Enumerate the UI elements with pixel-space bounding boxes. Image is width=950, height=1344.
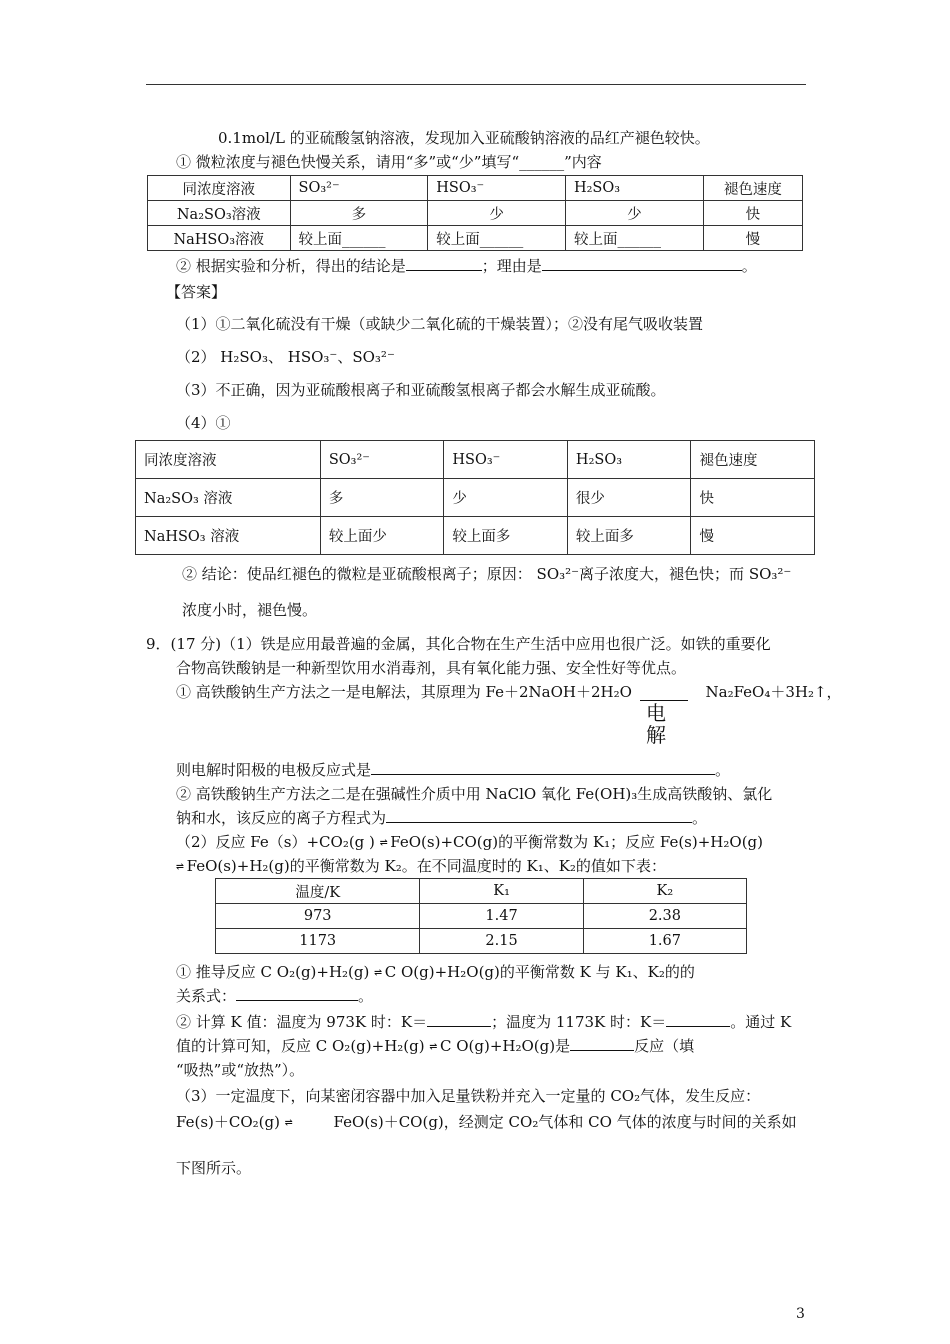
table-cell: 多 [290, 201, 428, 226]
table-cell: 1173 [216, 929, 420, 954]
table-cell: 少 [444, 479, 568, 517]
table-cell: 很少 [567, 479, 691, 517]
question-text: ② 计算 K 值：温度为 973K 时：K＝ [176, 1013, 428, 1031]
q9-line-13: “吸热”或“放热”）。 [176, 1061, 305, 1079]
electrolysis-label: 电 [646, 701, 666, 725]
table-row [216, 904, 747, 929]
table-row [148, 226, 803, 251]
table-header: HSO₃⁻ [444, 441, 568, 479]
table-cell: NaHSO₃ 溶液 [136, 517, 321, 555]
q9-line-1: 9．(17 分)（1）铁是应用最普遍的金属，其化合物在生产生活中应用也很广泛。如铁的重要化 [146, 635, 771, 653]
question-conclusion-line [176, 256, 757, 276]
table-cell: Na₂SO₃溶液 [148, 201, 291, 226]
q9-line-11 [176, 1012, 791, 1032]
answer-3: （3）不正确，因为亚硫酸根离子和亚硫酸氢根离子都会水解生成亚硫酸。 [176, 381, 666, 399]
q9-line-15 [176, 1112, 797, 1133]
table-header: H₂SO₃ [565, 176, 703, 201]
question-text: 反应（填 [634, 1037, 695, 1055]
answer-1: （1）①二氧化硫没有干燥（或缺少二氧化硫的干燥装置）；②没有尾气吸收装置 [176, 315, 704, 333]
q9-line-9 [176, 962, 695, 983]
q9-line-10 [176, 986, 373, 1006]
conclusion-line-2: 浓度小时，褪色慢。 [182, 601, 318, 619]
q9-line-14: （3）一定温度下，向某密闭容器中加入足量铁粉并充入一定量的 CO₂气体，发生反应： [176, 1087, 761, 1105]
equilibrium-arrow-icon: ⇌ [176, 859, 182, 874]
q9-line-7 [176, 832, 763, 853]
question-text: ① 推导反应 C O₂(g)+H₂(g) [176, 963, 370, 981]
question-text: C O(g)+H₂O(g)是 [440, 1037, 571, 1055]
q9-line-16: 下图所示。 [176, 1159, 252, 1177]
question-text: 。 [741, 257, 757, 275]
question-text: ② 根据实验和分析，得出的结论是 [176, 257, 406, 275]
question-text: FeO(s)+CO(g)的平衡常数为 K₁；反应 Fe(s)+H₂O(g) [390, 833, 763, 851]
table-row [148, 201, 803, 226]
question-text: 关系式： [176, 987, 237, 1005]
table-cell: 较上面______ [290, 226, 428, 251]
answer-blank[interactable] [666, 1012, 730, 1027]
question-text: C O(g)+H₂O(g)的平衡常数 K 与 K₁、K₂的的 [384, 963, 695, 981]
question-text: FeO(s)+H₂(g)的平衡常数为 K₂。在不同温度时的 K₁、K₂的值如下表： [186, 857, 666, 875]
conclusion-line-1: ② 结论：使品红褪色的微粒是亚硫酸根离子；原因： SO₃²⁻离子浓度大，褪色快；而 SO₃²⁻ [182, 565, 792, 583]
answer-blank[interactable] [386, 808, 692, 823]
q9-line-4 [176, 760, 730, 780]
equilibrium-arrow-icon: ⇌ [429, 1039, 436, 1054]
equation-right: Na₂FeO₄＋3H₂↑， [705, 683, 842, 701]
equilibrium-arrow-icon: ⇌ [284, 1115, 291, 1130]
table-header: SO₃²⁻ [320, 441, 444, 479]
q9-line-12 [176, 1036, 694, 1057]
table-header: 同浓度溶液 [148, 176, 291, 201]
table-row [136, 479, 815, 517]
table-cell: 快 [703, 201, 802, 226]
q9-line-2: 合物高铁酸钠是一种新型饮用水消毒剂，具有氧化能力强、安全性好等优点。 [176, 659, 687, 677]
q9-line-3 [176, 682, 842, 702]
table-cell: NaHSO₃溶液 [148, 226, 291, 251]
table-cell: 较上面______ [428, 226, 566, 251]
question-text: 钠和水，该反应的离子方程式为 [176, 809, 387, 827]
question-text: ；理由是 [481, 257, 542, 275]
answer-table [135, 440, 815, 555]
table-header: HSO₃⁻ [428, 176, 566, 201]
table-cell: Na₂SO₃ 溶液 [136, 479, 321, 517]
intro-line-1: 0.1mol/L 的亚硫酸氢钠溶液，发现加入亚硫酸钠溶液的品红产褪色较快。 [218, 129, 710, 147]
equilibrium-arrow-icon: ⇌ [374, 965, 380, 980]
table-header: K₁ [420, 879, 583, 904]
table-header-row [216, 879, 747, 904]
answer-blank[interactable] [371, 760, 715, 775]
equilibrium-constant-table [215, 878, 747, 954]
header-rule [146, 84, 806, 85]
table-cell: 多 [320, 479, 444, 517]
question-text: 。 [358, 987, 374, 1005]
q9-line-8 [176, 856, 666, 877]
equilibrium-arrow-icon: ⇌ [379, 835, 386, 850]
table-cell: 较上面多 [567, 517, 691, 555]
table-cell: 慢 [691, 517, 815, 555]
answer-heading: 【答案】 [166, 283, 227, 301]
table-cell: 较上面多 [444, 517, 568, 555]
table-header: H₂SO₃ [567, 441, 691, 479]
answer-blank[interactable] [542, 256, 742, 271]
answer-blank[interactable] [427, 1012, 491, 1027]
question-text: ；温度为 1173K 时：K＝ [491, 1013, 667, 1031]
question-text: Fe(s)＋CO₂(g) [176, 1113, 280, 1131]
answer-blank[interactable] [406, 256, 482, 271]
table-cell: 1.67 [583, 929, 746, 954]
electrolysis-label: 解 [646, 723, 666, 747]
table-cell: 快 [691, 479, 815, 517]
question-text: 。 [692, 809, 708, 827]
equation-left: ① 高铁酸钠生产方法之一是电解法，其原理为 Fe＋2NaOH＋2H₂O [176, 683, 632, 701]
table-header-row [148, 176, 803, 201]
table-header: 同浓度溶液 [136, 441, 321, 479]
intro-line-2: ① 微粒浓度与褪色快慢关系，请用“多”或“少”填写“______”内容 [176, 153, 602, 171]
table-cell: 较上面少 [320, 517, 444, 555]
page-number: 3 [796, 1306, 805, 1322]
table-cell: 973 [216, 904, 420, 929]
table-header-row [136, 441, 815, 479]
answer-4: （4）① [176, 414, 231, 432]
table-cell: 少 [428, 201, 566, 226]
question-text: FeO(s)＋CO(g)，经测定 CO₂气体和 CO 气体的浓度与时间的关系如 [333, 1113, 797, 1131]
table-header: 褪色速度 [703, 176, 802, 201]
table-row [216, 929, 747, 954]
answer-2: （2） H₂SO₃、 HSO₃⁻、SO₃²⁻ [176, 348, 395, 366]
table-header: 温度/K [216, 879, 420, 904]
table-row [136, 517, 815, 555]
answer-blank[interactable] [236, 986, 358, 1001]
question-text: 。通过 K [730, 1013, 792, 1031]
table-cell: 2.15 [420, 929, 583, 954]
question-text: （2）反应 Fe（s）+CO₂(g ) [176, 833, 375, 851]
question-text: 。 [715, 761, 731, 779]
answer-blank[interactable] [570, 1036, 634, 1051]
table-header: K₂ [583, 879, 746, 904]
table-header: 褪色速度 [691, 441, 815, 479]
table-cell: 1.47 [420, 904, 583, 929]
q9-line-6 [176, 808, 707, 828]
table-cell: 慢 [703, 226, 802, 251]
table-cell: 2.38 [583, 904, 746, 929]
particle-concentration-table [147, 175, 803, 251]
table-cell: 较上面______ [565, 226, 703, 251]
table-cell: 少 [565, 201, 703, 226]
question-text: 则电解时阳极的电极反应式是 [176, 761, 372, 779]
q9-line-5: ② 高铁酸钠生产方法之二是在强碱性介质中用 NaClO 氧化 Fe(OH)₃生成高铁酸钠、氯化 [176, 785, 773, 803]
question-text: 值的计算可知，反应 C O₂(g)+H₂(g) [176, 1037, 425, 1055]
table-header: SO₃²⁻ [290, 176, 428, 201]
